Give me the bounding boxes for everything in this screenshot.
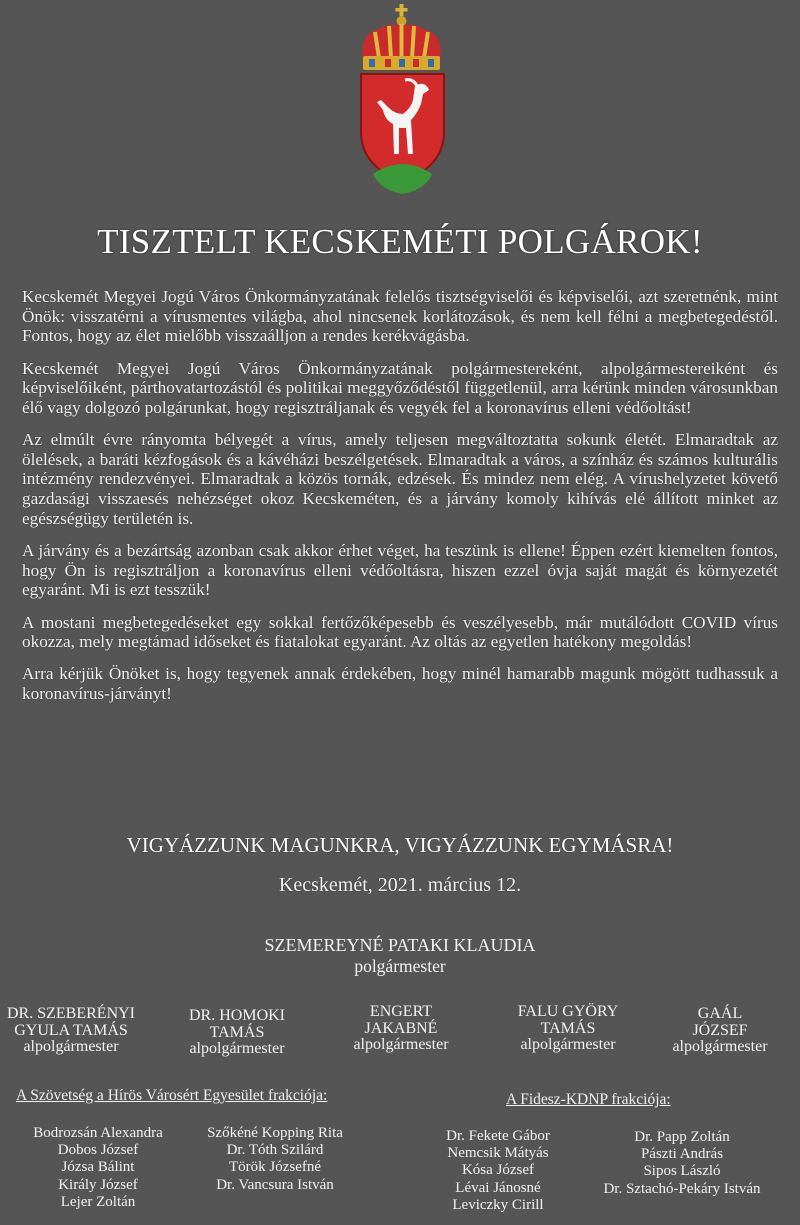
deputy-signature — [498, 1004, 638, 1054]
list-item: Józsa Bálint — [61, 1159, 135, 1176]
deputy-signature — [167, 1008, 307, 1058]
deputy-name: JÓZSEF — [692, 1021, 748, 1039]
coat-of-arms-icon — [355, 4, 450, 194]
deputy-name: JAKABNÉ — [364, 1019, 438, 1037]
slogan: VIGYÁZZUNK MAGUNKRA, VIGYÁZZUNK EGYMÁSRA! — [126, 833, 674, 857]
deputy-name: TAMÁS — [209, 1023, 265, 1041]
list-item: Dr. Tóth Szilárd — [226, 1142, 324, 1159]
deputy-name: TAMÁS — [540, 1019, 596, 1037]
list-item: Lévai Jánosné — [455, 1179, 541, 1196]
deputy-role: alpolgármester — [520, 1036, 616, 1053]
list-item: Sipos László — [643, 1163, 721, 1180]
member-list — [18, 1125, 178, 1211]
deputy-role: alpolgármester — [672, 1038, 768, 1055]
list-item: Nemcsik Mátyás — [447, 1145, 549, 1162]
list-item: Király József — [58, 1176, 138, 1193]
deputy-signature — [0, 1006, 142, 1056]
list-item: Dr. Papp Zoltán — [634, 1129, 730, 1145]
paragraph: Kecskemét Megyei Jogú Város Önkormányzatának polgármestereként, alpolgármestereiként és képviselőiként, párthovatartozástól és politikai meggyőződéstől függetlenül, arra kérünk minden városunkban élő vagy dolgozó polgárunkat, hogy regisztráljanak és vegyék fel a koronavírus elleni védőoltást! — [22, 358, 778, 417]
paragraph: A járvány és a bezártság azonban csak akkor érhet véget, ha teszünk is ellene! Éppen ezért kiemelten fontos, hogy Ön is regisztráljon a koronavírus elleni védőoltásra, hiszen ezzel óvja saját magát és környezetét egyaránt. Mi is ezt tesszük! — [22, 540, 778, 600]
deputy-role: alpolgármester — [189, 1040, 285, 1057]
deputy-name: DR. HOMOKI — [189, 1007, 285, 1024]
list-item: Lejer Zoltán — [60, 1193, 136, 1210]
deputy-name: DR. SZEBERÉNYI — [7, 1005, 135, 1022]
deputy-role: alpolgármester — [353, 1036, 449, 1053]
deputy-signature — [331, 1004, 471, 1054]
list-item: Bodrozsán Alexandra — [33, 1125, 163, 1141]
letter-body — [22, 287, 778, 716]
member-list — [428, 1128, 568, 1214]
paragraph: A mostani megbetegedéseket egy sokkal fertőzőképesebb és veszélyesebb, már mutálódott COVID vírus okozza, mely megtámad időseket és fiatalokat egyaránt. Az oltás az egyetlen hatékony megoldás! — [22, 612, 778, 652]
member-list — [190, 1125, 360, 1194]
faction-title: A Fidesz-KDNP frakciója: — [506, 1091, 671, 1108]
paragraph: Az elmúlt évre rányomta bélyegét a vírus, amely teljesen megváltoztatta sokunk életét. Elmaradtak az ölelések, a baráti kézfogások és a kávéházi beszélgetések. Elmaradtak a város, a színház és számos kulturális intézmény rendezvényei. Elmaradtak a közös tornák, edzések. És mindez nem elég. A vírushelyzetet követő gazdasági visszaesés nehézséget okoz Kecskeméten, és a járvány komoly kihívás elé állított minket az egészségügy területén is. — [22, 430, 778, 528]
paragraph: Arra kérjük Önöket is, hogy tegyenek annak érdekében, hogy minél hamarabb magunk mögött tudhassuk a koronavírus-járványt! — [22, 664, 778, 704]
list-item: Dr. Vancsura István — [216, 1176, 334, 1193]
mayor-name: SZEMEREYNÉ PATAKI KLAUDIA — [264, 935, 536, 955]
list-item: Pászti András — [640, 1146, 724, 1163]
member-list — [584, 1129, 780, 1198]
deputy-signature — [650, 1006, 790, 1056]
list-item: Kósa József — [461, 1162, 535, 1179]
page-title: TISZTELT KECSKEMÉTI POLGÁROK! — [97, 222, 703, 261]
faction-title: A Szövetség a Hírös Városért Egyesület frakciója: — [16, 1087, 328, 1104]
deputy-role: alpolgármester — [23, 1038, 119, 1055]
list-item: Szőkéné Kopping Rita — [207, 1125, 343, 1141]
list-item: Leviczky Cirill — [452, 1196, 544, 1213]
mayor-role: polgármester — [354, 956, 446, 976]
list-item: Dr. Sztachó-Pekáry István — [603, 1180, 761, 1197]
deputy-name: GYULA TAMÁS — [14, 1021, 128, 1039]
list-item: Dr. Fekete Gábor — [446, 1128, 550, 1144]
place-date: Kecskemét, 2021. március 12. — [278, 874, 522, 896]
deputy-name: ENGERT — [369, 1003, 433, 1020]
list-item: Dobos József — [57, 1142, 139, 1159]
list-item: Török Józsefné — [228, 1159, 322, 1176]
deputy-name: GAÁL — [697, 1005, 743, 1022]
paragraph: Kecskemét Megyei Jogú Város Önkormányzatának felelős tisztségviselői és képviselői, azt szeretnénk, mint Önök: visszatérni a vírusmentes világba, ahol nincsenek korlátozások, és nem kell félni a megbetegedéstől. Fontos, hogy az élet mielőbb visszaálljon a rendes kerékvágásba. — [22, 287, 778, 346]
deputy-name: FALU GYÖRY — [517, 1003, 619, 1020]
